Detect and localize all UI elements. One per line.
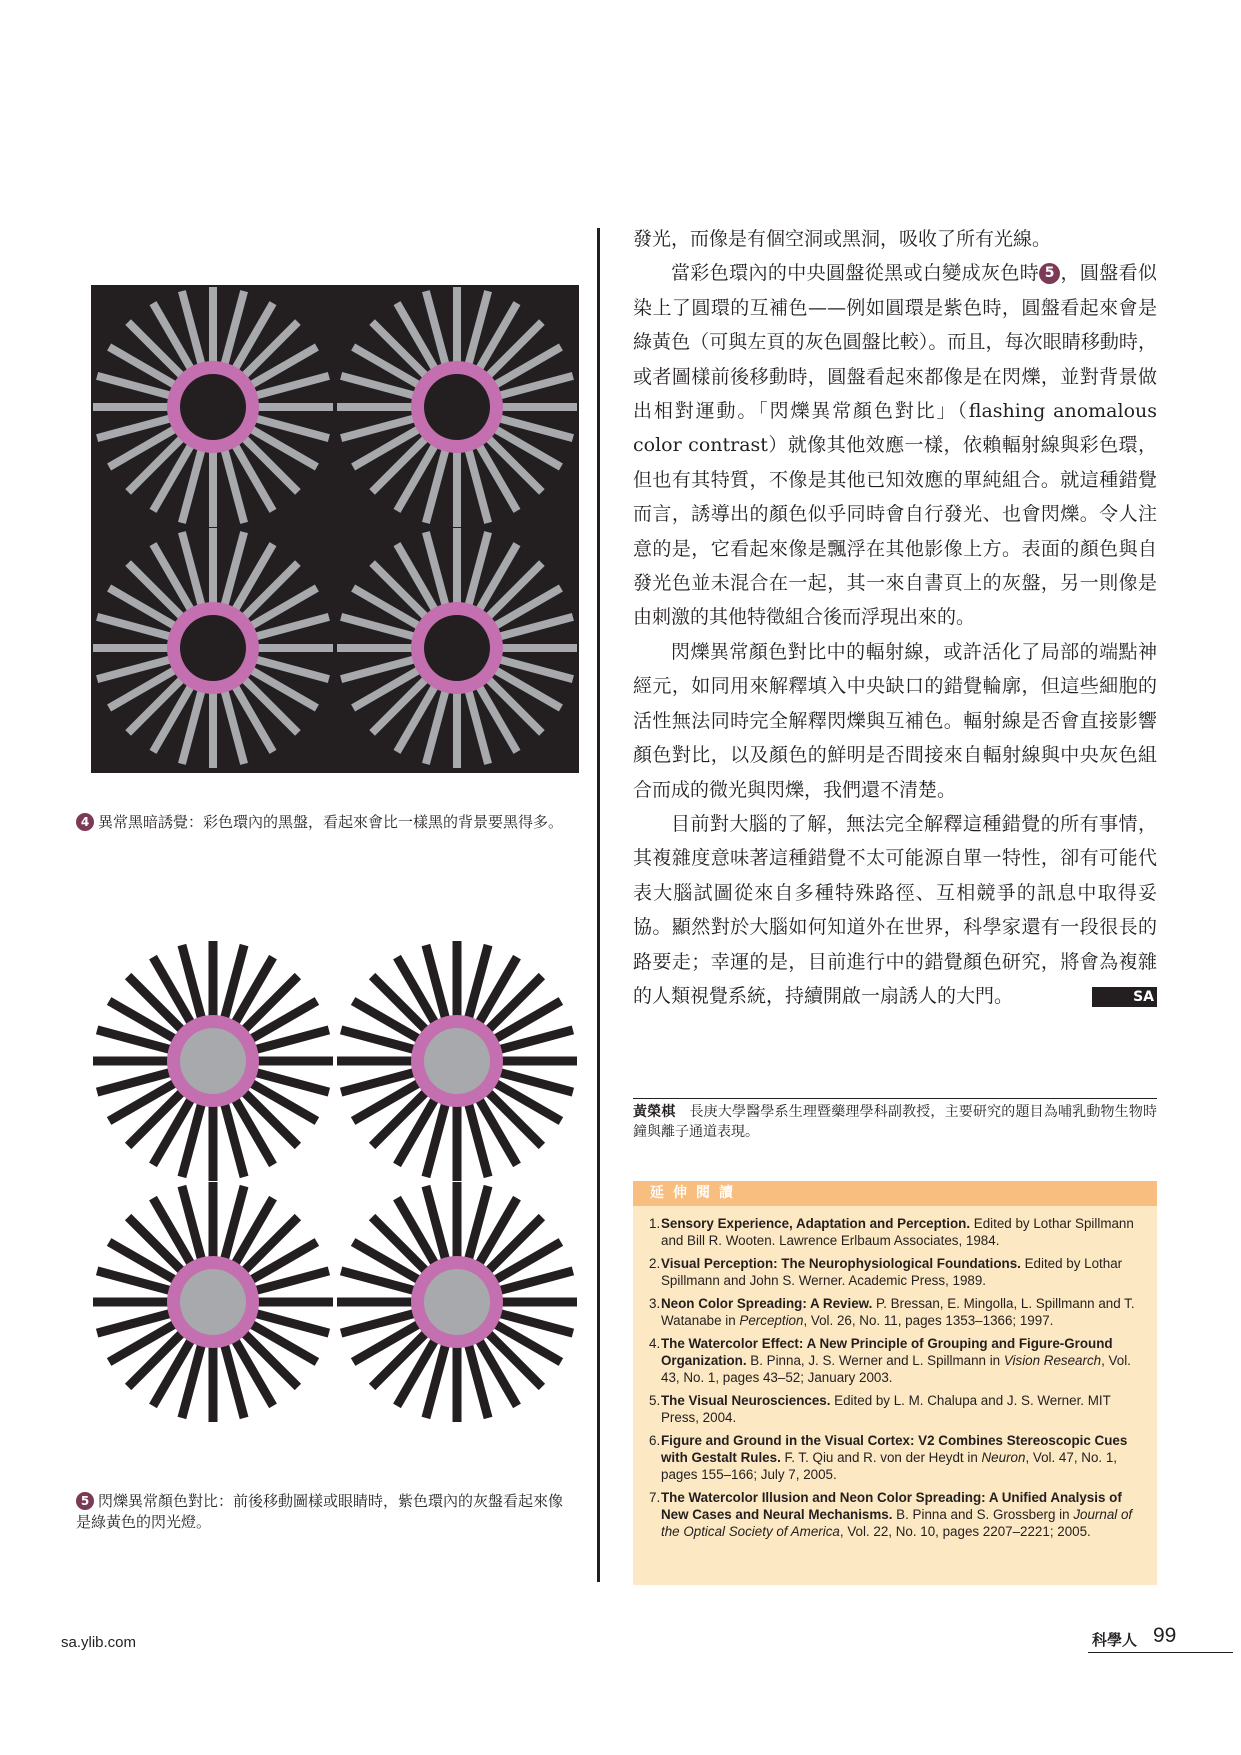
reading-item: 7. The Watercolor Illusion and Neon Color Spreading: A Unified Analysis of New Cases and Neural Mechanisms. B. Pinna and S. Grossberg in Journal of the Optical Society of America, Vol. 22, No. 10, pages 2207–2221; 2005.	[649, 1490, 1133, 1539]
author-name: 黃榮棋	[633, 1104, 676, 1120]
radial-star	[93, 941, 333, 1181]
center-disc	[180, 1269, 246, 1335]
paragraph-2-rest: ，圓盤看似染上了圓環的互補色——例如圓環是紫色時，圓盤看起來會是綠黃色（可與左頁的灰色圓盤比較）。而且，每次眼睛移動時，或者圖樣前後移動時，圓盤看起來都像是在閃爍，並對背景做出相對運動。「閃爍異常顏色對比」（flashing anomalous color contrast）就像其他效應一樣，依賴輻射線與彩色環，但也有其特質，不像是其他已知效應的單純組合。就這種錯覺而言，誘導出的顏色似乎同時會自行發光、也會閃爍。令人注意的是，它看起來像是飄浮在其他影像上方。表面的顏色與自發光色並未混合在一起，其一來自書頁上的灰盤，另一則像是由刺激的其他特徵組合後而浮現出來的。	[633, 262, 1157, 629]
radial-star	[337, 1182, 577, 1422]
radial-star	[93, 528, 333, 768]
article-paragraph-2	[633, 256, 1157, 634]
center-disc	[424, 1028, 490, 1094]
reading-item: 3. Neon Color Spreading: A Review. P. Bressan, E. Mingolla, L. Spillmann and T. Watanabe in Perception, Vol. 26, No. 11, pages 1353–1366; 1997.	[649, 1296, 1135, 1328]
reading-item: 2. Visual Perception: The Neurophysiological Foundations. Edited by Lothar Spillmann and John S. Werner. Academic Press, 1989.	[649, 1256, 1123, 1288]
center-disc	[180, 615, 246, 681]
figure-4-caption-text: 異常黑暗誘覺：彩色環內的黑盤，看起來會比一樣黑的背景要黑得多。	[98, 813, 564, 831]
radial-star	[337, 287, 577, 527]
paragraph-2-lead: 當彩色環內的中央圓盤從黑或白變成灰色時	[671, 262, 1040, 285]
radial-star	[93, 287, 333, 527]
reading-item: 1. Sensory Experience, Adaptation and Perception. Edited by Lothar Spillmann and Bill R. Wooten. Lawrence Erlbaum Associates, 1984.	[649, 1216, 1134, 1248]
radial-star	[93, 1182, 333, 1422]
reading-item: 6. Figure and Ground in the Visual Cortex: V2 Combines Stereoscopic Cues with Gestalt Rules. F. T. Qiu and R. von der Heydt in Neuron, Vol. 47, No. 1, pages 155–166; July 7, 2005.	[649, 1433, 1128, 1482]
further-reading-title: 延伸閱讀	[633, 1181, 1157, 1206]
figure-5-flashing-illusion	[91, 939, 579, 1427]
sa-end-mark: SA	[1092, 987, 1157, 1007]
article-body	[633, 222, 1157, 1013]
radial-star	[337, 528, 577, 768]
center-disc	[180, 374, 246, 440]
footer-magazine-name: 科學人	[1092, 1631, 1138, 1649]
figure-5-caption	[76, 1491, 576, 1533]
figure-5-number-badge: 5	[76, 1492, 94, 1510]
center-disc	[180, 1028, 246, 1094]
author-description: 長庚大學醫學系生理暨藥理學科副教授，主要研究的題目為哺乳動物生物時鐘與離子通道表現。	[633, 1104, 1157, 1140]
footer-url: sa.ylib.com	[61, 1634, 137, 1651]
figure-4-number-badge: 4	[76, 813, 94, 831]
center-disc	[424, 615, 490, 681]
center-disc	[424, 374, 490, 440]
author-divider	[633, 1098, 1157, 1099]
radial-star	[337, 941, 577, 1181]
figure-5-reference-badge: 5	[1039, 263, 1060, 284]
article-paragraph-3: 閃爍異常顏色對比中的輻射線，或許活化了局部的端點神經元，如同用來解釋填入中央缺口的錯覺輪廓，但這些細胞的活性無法同時完全解釋閃爍與互補色。輻射線是否會直接影響顏色對比，以及顏色的鮮明是否間接來自輻射線與中央灰色組合而成的微光與閃爍，我們還不清楚。	[633, 640, 1157, 801]
center-disc	[424, 1269, 490, 1335]
figure-4-caption	[76, 812, 576, 833]
figure-4-dark-illusion	[91, 285, 579, 773]
footer-page-number: 99	[1153, 1624, 1177, 1647]
reading-item: 4. The Watercolor Effect: A New Principle of Grouping and Figure-Ground Organization. B. Pinna, J. S. Werner and L. Spillmann in Vision Research, Vol. 43, No. 1, pages 43–52; January 2003.	[649, 1336, 1131, 1385]
reading-item: 5. The Visual Neurosciences. Edited by L. M. Chalupa and J. S. Werner. MIT Press, 2004.	[649, 1393, 1111, 1425]
author-bio	[633, 1102, 1157, 1142]
figure-5-stars	[93, 941, 577, 1422]
footer-rule	[1088, 1652, 1233, 1653]
article-paragraph-1: 發光，而像是有個空洞或黑洞，吸收了所有光線。	[633, 228, 1052, 250]
article-paragraph-4	[633, 807, 1157, 1013]
further-reading-list	[633, 1206, 1157, 1540]
figure-5-caption-text: 閃爍異常顏色對比：前後移動圖樣或眼睛時，紫色環內的灰盤看起來像是綠黃色的閃光燈。	[76, 1492, 564, 1531]
paragraph-4-text: 目前對大腦的了解，無法完全解釋這種錯覺的所有事情，其複雜度意味著這種錯覺不太可能源自單一特性，卻有可能代表大腦試圖從來自多種特殊路徑、互相競爭的訊息中取得妥協。顯然對於大腦如何知道外在世界，科學家還有一段很長的路要走；幸運的是，目前進行中的錯覺顏色研究，將會為複雜的人類視覺系統，持續開啟一扇誘人的大門。	[633, 812, 1157, 1007]
column-divider	[597, 228, 600, 1582]
further-reading-box	[633, 1181, 1157, 1585]
